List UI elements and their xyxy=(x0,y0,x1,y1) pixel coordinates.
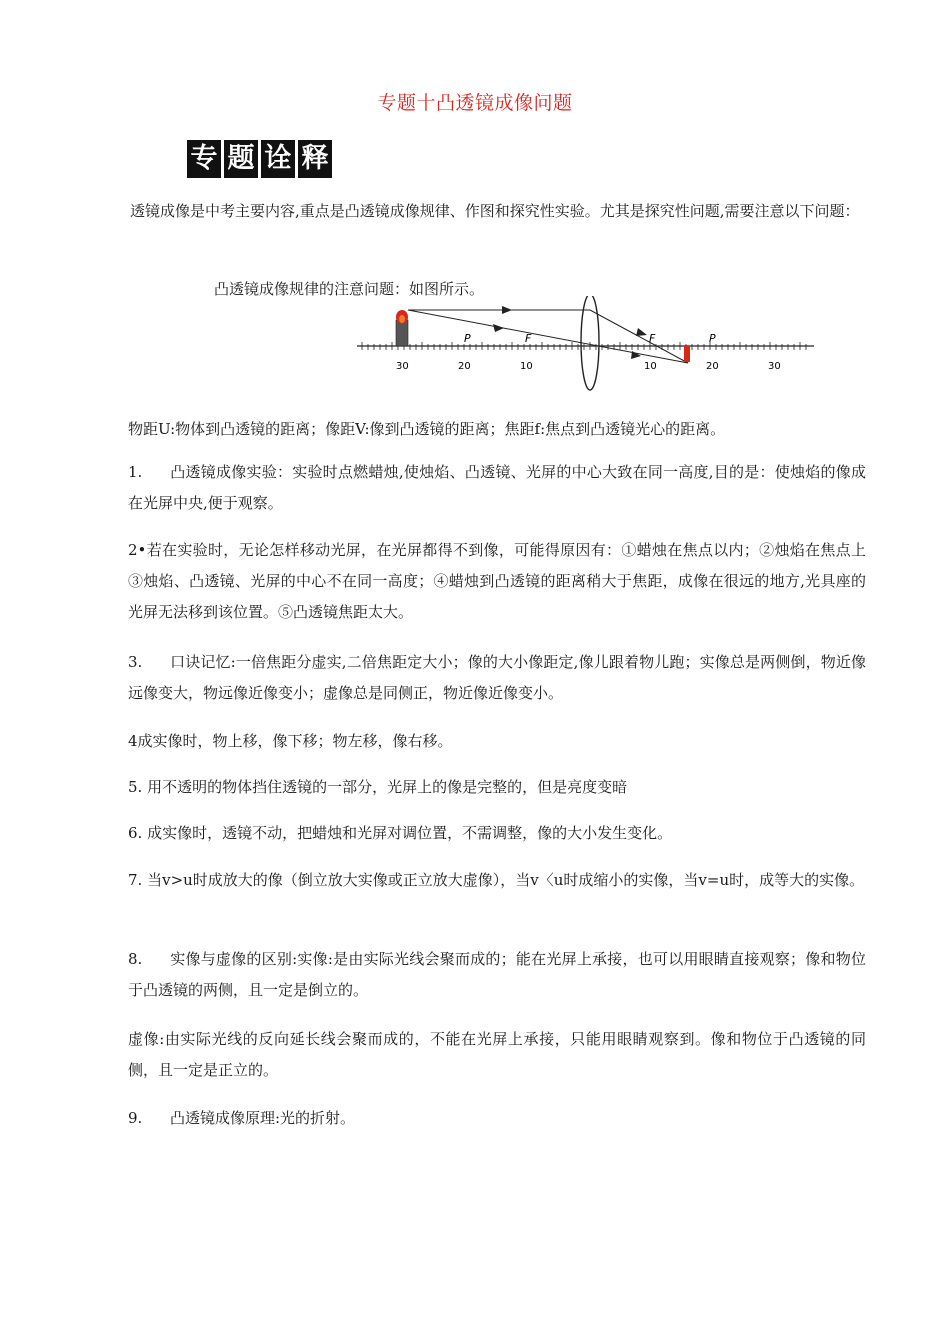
label-p-right: P xyxy=(709,332,716,345)
list-item: 1. 凸透镜成像实验：实验时点燃蜡烛,使烛焰、凸透镜、光屏的中心大致在同一高度,目的是：使烛焰的像成在光屏中央,便于观察。 xyxy=(128,463,866,512)
label-f-right: F xyxy=(649,332,656,345)
tick-label: 10 xyxy=(644,361,657,372)
list-item: 3. 口诀记忆:一倍焦距分虚实,二倍焦距定大小；像的大小像距定,像儿跟着物儿跑；实像总是两侧倒，物近像远像变大，物远像近像变小；虚像总是同侧正，物近像近像变小。 xyxy=(128,653,866,702)
candle-icon xyxy=(396,310,408,346)
list-item: 8. 实像与虚像的区别:实像:是由实际光线会聚而成的；能在光屏上承接，也可以用眼睛直接观察；像和物位于凸透镜的两侧，且一定是倒立的。 xyxy=(128,950,866,999)
tick-label: 30 xyxy=(768,361,781,372)
badge-char: 释 xyxy=(298,140,332,178)
intro-paragraph: 透镜成像是中考主要内容,重点是凸透镜成像规律、作图和探究性实验。尤其是探究性问题,需要注意以下问题： xyxy=(130,202,860,220)
image-icon xyxy=(684,346,690,362)
list-item: 9. 凸透镜成像原理:光的折射。 xyxy=(128,1109,356,1127)
list-item: 5. 用不透明的物体挡住透镜的一部分，光屏上的像是完整的，但是亮度变暗 xyxy=(128,778,628,796)
list-item: 虚像:由实际光线的反向延长线会聚而成的，不能在光屏上承接，只能用眼睛观察到。像和物位于凸透镜的同侧，且一定是正立的。 xyxy=(128,1030,866,1079)
tick-label: 10 xyxy=(520,361,533,372)
tick-label: 20 xyxy=(706,361,719,372)
label-f-left: F xyxy=(525,332,532,345)
light-rays xyxy=(408,310,688,363)
definition-paragraph: 物距U:物体到凸透镜的距离；像距V:像到凸透镜的距离；焦距f:焦点到凸透镜光心的距离。 xyxy=(128,420,726,438)
lens-diagram xyxy=(352,296,822,396)
section-badge xyxy=(187,140,332,178)
label-p-left: P xyxy=(464,332,471,345)
list-item: 2•若在实验时，无论怎样移动光屏，在光屏都得不到像，可能得原因有：①蜡烛在焦点以内；②烛焰在焦点上③烛焰、凸透镜、光屏的中心不在同一高度；④蜡烛到凸透镜的距离稍大于焦距，成像在很远的地方,光具座的光屏无法移到该位置。⑤凸透镜焦距太大。 xyxy=(128,541,866,621)
tick-label: 30 xyxy=(396,361,409,372)
page-title: 专题十凸透镜成像问题 xyxy=(377,92,573,114)
list-item: 6. 成实像时，透镜不动，把蜡烛和光屏对调位置，不需调整，像的大小发生变化。 xyxy=(128,824,673,842)
diagram-caption: 凸透镜成像规律的注意问题：如图所示。 xyxy=(214,280,485,298)
list-item: 4成实像时，物上移，像下移；物左移，像右移。 xyxy=(128,732,453,750)
list-item: 7. 当v>u时成放大的像（倒立放大实像或正立放大虚像），当v〈u时成缩小的实像，当v=u时，成等大的实像。 xyxy=(128,871,865,889)
badge-char: 专 xyxy=(187,140,221,178)
badge-char: 诠 xyxy=(261,140,295,178)
tick-label: 20 xyxy=(458,361,471,372)
badge-char: 题 xyxy=(224,140,258,178)
